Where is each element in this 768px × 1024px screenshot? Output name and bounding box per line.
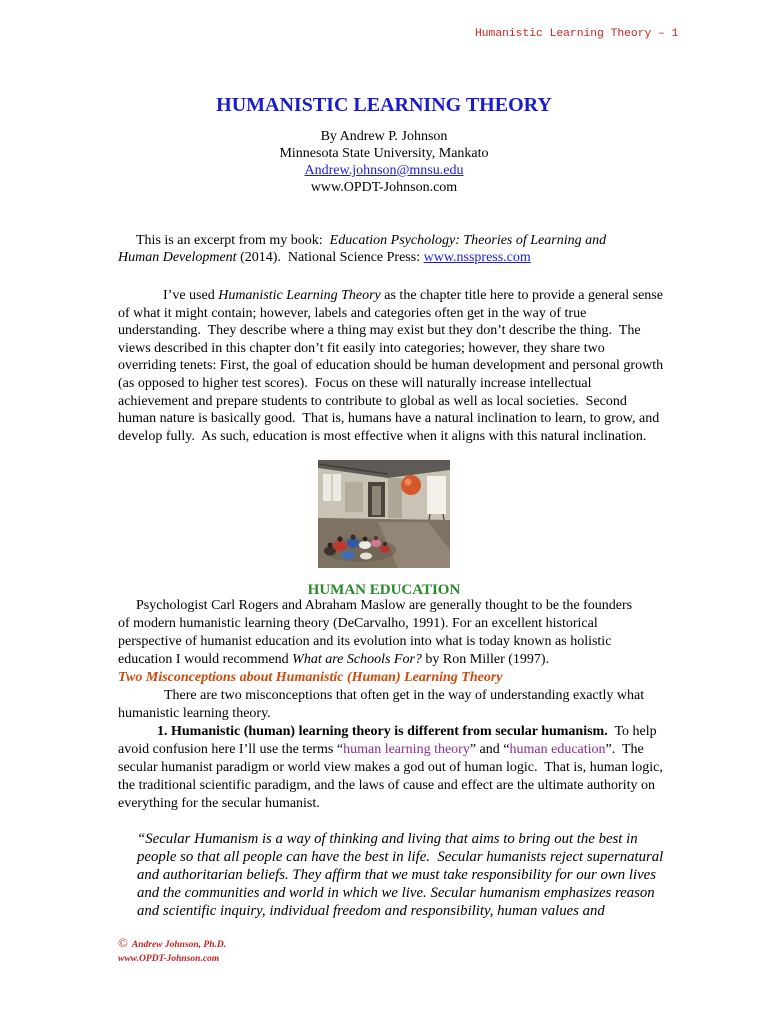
quote-line: people so that all people can have the best in life. Secular humanists reject supernatural bbox=[137, 849, 664, 865]
quote-line: and the communities and world in which we live. Secular humanism emphasizes reason bbox=[137, 885, 655, 901]
intro-paragraph bbox=[118, 232, 738, 266]
overview-line: human nature is basically good. That is, humans have a natural inclination to learn, to grow, and bbox=[118, 411, 660, 427]
photo-right-wall-shadow bbox=[388, 478, 402, 518]
body-line bbox=[118, 651, 738, 669]
book-title: Human Development bbox=[118, 250, 237, 265]
human-education-paragraph bbox=[118, 597, 738, 669]
body-line: the traditional scientific paradigm, and the laws of cause and effect are the ultimate authority on bbox=[118, 778, 655, 793]
quote-line: and authoritarian beliefs. They affirm that we must take responsibility for our own lives bbox=[137, 867, 656, 883]
running-header: Humanistic Learning Theory – 1 bbox=[475, 28, 679, 40]
body-line bbox=[118, 723, 738, 741]
photo-head bbox=[337, 536, 342, 541]
cited-book-title: What are Schools For? bbox=[292, 652, 422, 667]
term-human-education: human education bbox=[509, 742, 606, 757]
main-body bbox=[118, 597, 738, 813]
footer-author: Andrew Johnson, Ph.D. bbox=[131, 940, 227, 950]
body-line: There are two misconceptions that often get in the way of understanding exactly what bbox=[164, 688, 645, 703]
body-text: by Ron Miller (1997). bbox=[421, 652, 550, 667]
photo-orange-disc bbox=[401, 475, 421, 495]
photo-head bbox=[363, 537, 368, 542]
overview-line: of what it might contain; however, labels and categories often get in the way of true bbox=[118, 305, 587, 321]
photo-person-blue-front bbox=[341, 551, 355, 559]
misconceptions-intro bbox=[118, 687, 738, 723]
overview-line: overriding tenets: First, the goal of education should be human development and personal growth bbox=[118, 358, 664, 374]
term-human-learning-theory: human learning theory bbox=[343, 742, 470, 757]
book-title: Education Psychology: Theories of Learning and bbox=[329, 233, 607, 248]
overview-line: views described in this chapter don’t fit easily into categories; however, they share two bbox=[118, 340, 605, 356]
misconceptions-subheading: Two Misconceptions about Humanistic (Human) Learning Theory bbox=[118, 670, 503, 685]
body-line: humanistic learning theory. bbox=[118, 706, 271, 721]
author-website: www.OPDT-Johnson.com bbox=[310, 180, 458, 195]
document-title: HUMANISTIC LEARNING THEORY bbox=[216, 94, 552, 116]
intro-line bbox=[118, 232, 738, 249]
body-line: perspective of humanist education and its evolution into what is today known as holistic bbox=[118, 634, 612, 649]
photo-person-white-front bbox=[360, 553, 372, 560]
photo-person-red bbox=[333, 541, 347, 551]
body-text: To help bbox=[607, 724, 657, 739]
overview-text: I’ve used bbox=[163, 288, 219, 303]
body-line: Psychologist Carl Rogers and Abraham Maslow are generally thought to be the founders bbox=[136, 598, 633, 613]
photo-wall-panel bbox=[345, 482, 363, 512]
overview-line: develop fully. As such, education is most effective when it aligns with this natural inclination. bbox=[118, 428, 647, 444]
overview-text: as the chapter title here to provide a general sense bbox=[380, 288, 663, 303]
photo-head bbox=[374, 536, 379, 541]
chapter-title-phrase: Humanistic Learning Theory bbox=[218, 288, 381, 303]
misconception-point-1 bbox=[118, 723, 738, 813]
body-text: avoid confusion here I’ll use the terms “ bbox=[118, 742, 344, 757]
photo-head bbox=[350, 534, 355, 539]
intro-text: (2014). National Science Press: bbox=[236, 250, 424, 265]
intro-text: This is an excerpt from my book: bbox=[136, 233, 330, 248]
photo-person-white bbox=[359, 541, 371, 549]
body-line bbox=[118, 741, 738, 759]
quote-line: and scientific inquiry, individual freedom and responsibility, human values and bbox=[137, 903, 605, 919]
overview-line bbox=[118, 287, 738, 305]
publisher-link[interactable]: www.nsspress.com bbox=[423, 250, 531, 265]
photo-flip-chart bbox=[427, 476, 446, 514]
photo-head bbox=[328, 543, 333, 548]
human-education-heading: HUMAN EDUCATION bbox=[307, 582, 461, 598]
overview-line: achievement and prepare students to contribute to global as well as local societies. Second bbox=[118, 393, 627, 409]
body-text: education I would recommend bbox=[118, 652, 293, 667]
overview-paragraph bbox=[118, 287, 738, 445]
quote-line: “Secular Humanism is a way of thinking and living that aims to bring out the best in bbox=[137, 831, 638, 847]
intro-line bbox=[118, 249, 738, 266]
photo-door-light bbox=[372, 486, 381, 515]
photo-head bbox=[383, 542, 387, 546]
byline bbox=[0, 128, 768, 196]
footer-website: www.OPDT-Johnson.com bbox=[118, 954, 220, 964]
author-email-link[interactable]: Andrew.johnson@mnsu.edu bbox=[304, 163, 464, 178]
overview-line: understanding. They describe where a thing may exist but they don’t describe the thing. The bbox=[118, 323, 641, 339]
point-1-lead: 1. Humanistic (human) learning theory is different from secular humanism. bbox=[157, 724, 608, 739]
block-quote bbox=[137, 830, 737, 920]
photo-person-red-right bbox=[380, 546, 390, 553]
body-text: ”. The bbox=[605, 742, 644, 757]
classroom-photo bbox=[318, 460, 450, 568]
author-affiliation: Minnesota State University, Mankato bbox=[279, 146, 489, 161]
footer-copyright-line bbox=[118, 936, 226, 952]
body-line: everything for the secular humanist. bbox=[118, 796, 320, 811]
author-email-row bbox=[0, 162, 768, 179]
body-line: secular humanist paradigm or world view makes a god out of human logic. That is, human logic, bbox=[118, 760, 663, 775]
copyright-symbol: © bbox=[118, 935, 128, 950]
page-footer bbox=[118, 936, 226, 966]
overview-line: (as opposed to higher test scores). Focus on these will naturally increase intellectual bbox=[118, 375, 592, 391]
photo-orange-disc-highlight bbox=[405, 479, 412, 486]
body-text: ” and “ bbox=[469, 742, 510, 757]
author-name: By Andrew P. Johnson bbox=[320, 129, 448, 144]
body-line: of modern humanistic learning theory (DeCarvalho, 1991). For an excellent historical bbox=[118, 616, 598, 631]
